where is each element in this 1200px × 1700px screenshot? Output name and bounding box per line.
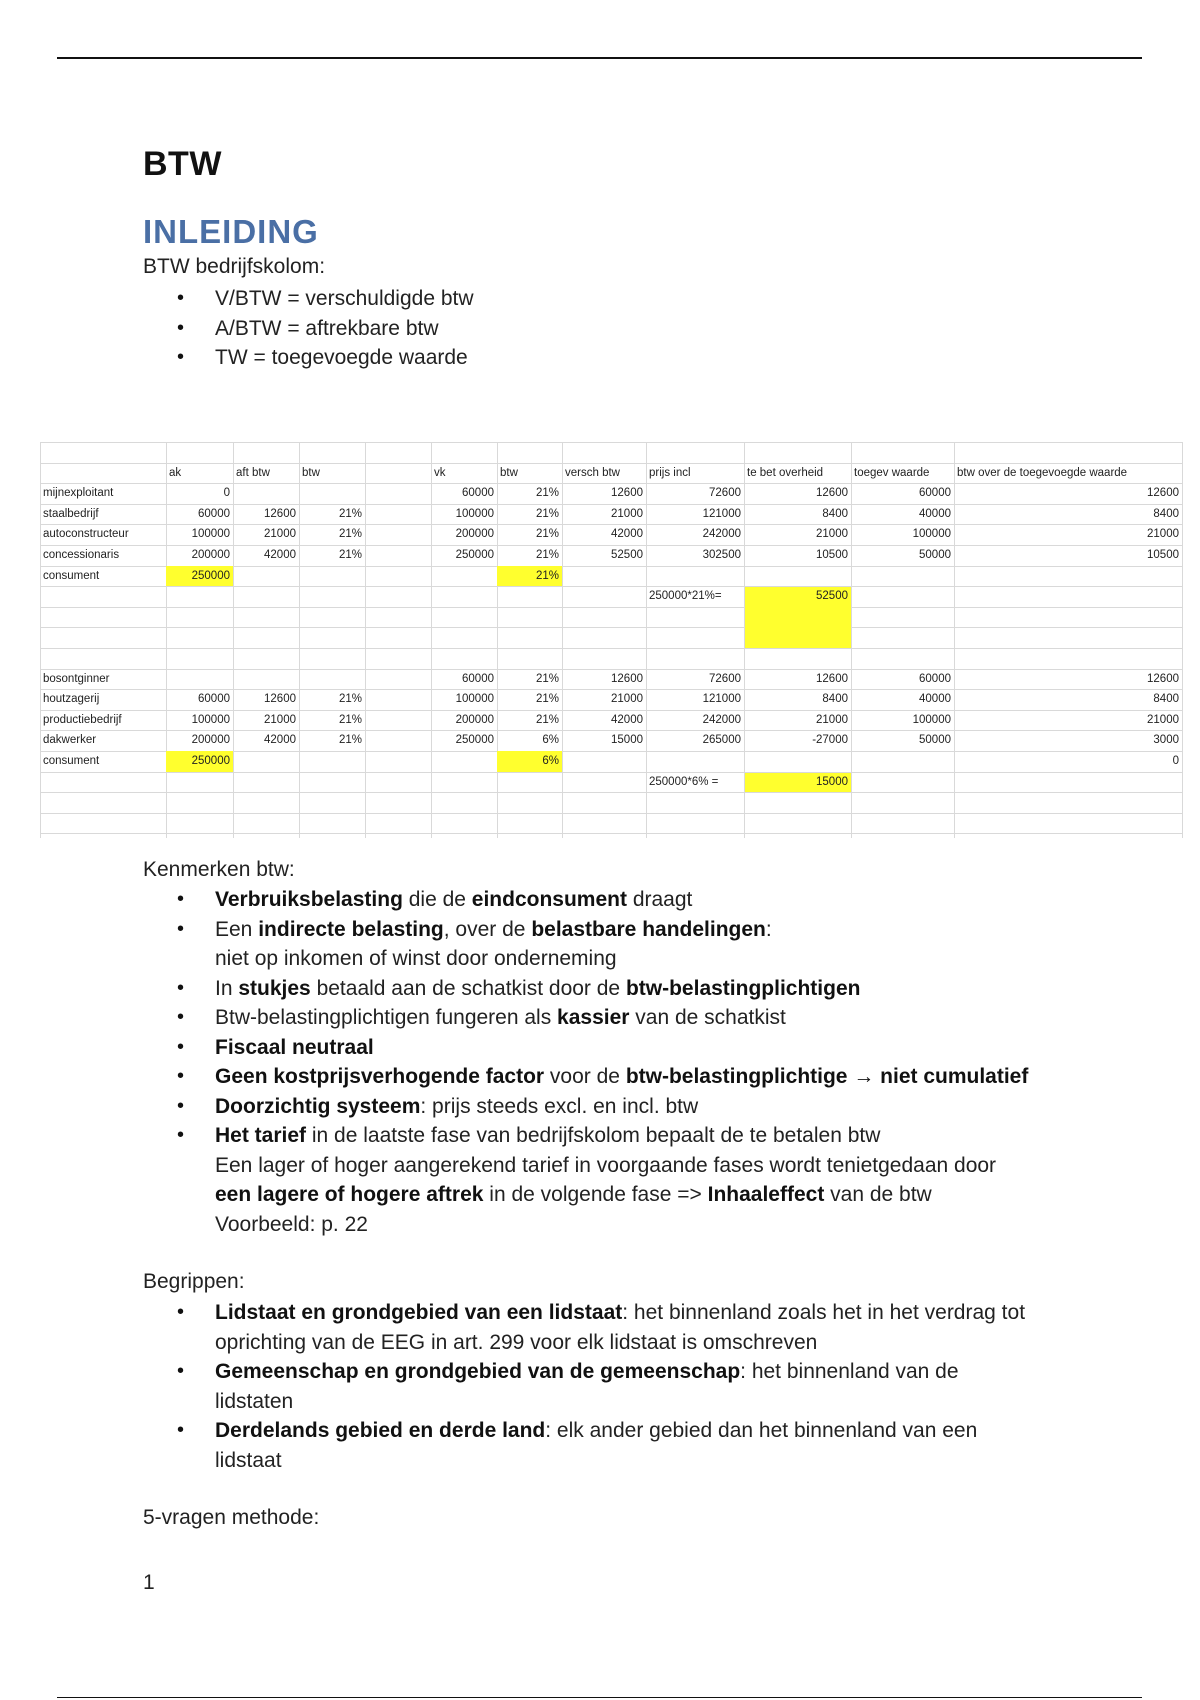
top-rule bbox=[57, 57, 1142, 59]
table-cell: 21% bbox=[535, 693, 559, 706]
vragen-label: 5-vragen methode: bbox=[143, 1506, 320, 1529]
column-header: ak bbox=[169, 466, 182, 479]
table-cell: 21% bbox=[497, 566, 562, 587]
table-cell: 10500 bbox=[816, 549, 848, 561]
table-cell: 0 bbox=[1172, 755, 1179, 767]
table-cell: 21% bbox=[338, 693, 362, 706]
intro-label: BTW bedrijfskolom: bbox=[143, 255, 326, 278]
column-header: te bet overheid bbox=[747, 466, 824, 479]
table-cell: -27000 bbox=[812, 734, 848, 747]
grid-line bbox=[1182, 442, 1183, 838]
grid-line bbox=[40, 792, 1182, 793]
table-cell: 60000 bbox=[198, 693, 230, 706]
column-header: toegev waarde bbox=[854, 466, 930, 479]
grid-line bbox=[299, 442, 300, 838]
grid-line bbox=[40, 627, 1182, 628]
table-cell: 42000 bbox=[611, 713, 643, 726]
table-cell: 100000 bbox=[455, 693, 494, 706]
table-cell: 200000 bbox=[455, 528, 494, 541]
table-cell: 200000 bbox=[191, 734, 230, 747]
table-cell: 100000 bbox=[191, 528, 230, 541]
list-item: • TW = toegevoegde waarde bbox=[143, 343, 1103, 373]
table-cell: 21% bbox=[535, 672, 559, 685]
list-item-continuation: lidstaat bbox=[215, 1448, 282, 1472]
table-cell: 21000 bbox=[1147, 713, 1179, 726]
list-item-continuation: Een lager of hoger aangerekend tarief in voorgaande fases wordt tenietgedaan door bbox=[215, 1153, 997, 1177]
table-cell: 121000 bbox=[702, 507, 741, 520]
table-cell: 12600 bbox=[1147, 487, 1179, 500]
table-cell: 100000 bbox=[912, 528, 951, 541]
table-cell: 60000 bbox=[919, 672, 951, 685]
table-cell: 21% bbox=[338, 734, 362, 747]
table-cell: 60000 bbox=[919, 487, 951, 500]
table-cell: 40000 bbox=[919, 507, 951, 520]
list-item-continuation: niet op inkomen of winst door onderneming bbox=[215, 947, 617, 970]
table-cell: 8400 bbox=[822, 507, 848, 520]
table-cell: 12600 bbox=[611, 672, 643, 685]
table-cell: 60000 bbox=[198, 507, 230, 520]
table-cell: 12600 bbox=[611, 487, 643, 500]
table-cell: 21% bbox=[338, 507, 362, 520]
table-cell: 242000 bbox=[702, 528, 741, 541]
table-cell: 52500 bbox=[611, 549, 643, 561]
list-item: • Verbruiksbelasting die de eindconsument draagt bbox=[143, 885, 1103, 915]
row-label: dakwerker bbox=[43, 734, 97, 747]
table-cell: 40000 bbox=[919, 693, 951, 706]
table-cell: 8400 bbox=[822, 693, 848, 706]
list-item-continuation: lidstaten bbox=[215, 1389, 294, 1413]
row-label: staalbedrijf bbox=[43, 507, 99, 520]
table-cell: 21% bbox=[338, 549, 362, 561]
row-label: consument bbox=[43, 569, 100, 582]
column-header: btw bbox=[302, 466, 320, 479]
list-item: • Geen kostprijsverhogende factor voor de btw-belastingplichtige → niet cumulatief bbox=[143, 1062, 1103, 1092]
table-cell: 121000 bbox=[702, 693, 741, 706]
table-cell: 6% bbox=[542, 734, 559, 747]
table-cell: 21% bbox=[338, 528, 362, 541]
table-cell: 21000 bbox=[264, 713, 296, 726]
table-cell: 10500 bbox=[1147, 549, 1179, 561]
page-number: 1 bbox=[143, 1571, 155, 1594]
table-cell: 21% bbox=[338, 713, 362, 726]
column-header: vk bbox=[434, 466, 446, 479]
table-cell: 12600 bbox=[264, 507, 296, 520]
list-item-continuation: oprichting van de EEG in art. 299 voor elk lidstaat is omschreven bbox=[215, 1330, 818, 1354]
list-item: • Fiscaal neutraal bbox=[143, 1033, 1103, 1063]
column-header: aft btw bbox=[236, 466, 270, 479]
table-cell: 8400 bbox=[1153, 693, 1179, 706]
begrippen-label: Begrippen: bbox=[143, 1270, 245, 1293]
table-cell: 0 bbox=[223, 487, 230, 500]
list-item: • Een indirecte belasting, over de belastbare handelingen: bbox=[143, 915, 1103, 945]
row-label: autoconstructeur bbox=[43, 528, 129, 541]
table-cell: 200000 bbox=[191, 549, 230, 561]
grid-line bbox=[365, 442, 366, 838]
table-cell: 21% bbox=[535, 528, 559, 541]
grid-line bbox=[40, 607, 1182, 608]
list-item: • Gemeenschap en grondgebied van de gemeenschap: het binnenland van de bbox=[143, 1357, 1103, 1387]
column-header: btw over de toegevoegde waarde bbox=[957, 466, 1128, 479]
table-cell: 50000 bbox=[919, 549, 951, 561]
row-label: concessionaris bbox=[43, 549, 120, 561]
begrippen-list bbox=[143, 1298, 1103, 1475]
list-item: • V/BTW = verschuldigde btw bbox=[143, 284, 1103, 314]
row-label: houtzagerij bbox=[43, 693, 100, 706]
table-cell: 8400 bbox=[1153, 507, 1179, 520]
list-item: • Btw-belastingplichtigen fungeren als kassier van de schatkist bbox=[143, 1003, 1103, 1033]
result-cell: 15000 bbox=[816, 775, 848, 788]
grid-line bbox=[40, 648, 1182, 649]
table-cell: 21000 bbox=[264, 528, 296, 541]
row-label: productiebedrijf bbox=[43, 713, 122, 726]
table-cell: 265000 bbox=[702, 734, 741, 747]
btw-spreadsheet bbox=[40, 442, 1182, 838]
table-cell: 242000 bbox=[702, 713, 741, 726]
list-item: • A/BTW = aftrekbare btw bbox=[143, 314, 1103, 344]
table-cell: 21000 bbox=[611, 693, 643, 706]
row-label: mijnexploitant bbox=[43, 487, 114, 500]
table-cell: 42000 bbox=[264, 549, 296, 561]
section-heading: INLEIDING bbox=[143, 213, 319, 250]
table-cell: 100000 bbox=[191, 713, 230, 726]
table-cell: 100000 bbox=[912, 713, 951, 726]
list-item: • Lidstaat en grondgebied van een lidstaat: het binnenland zoals het in het verdrag tot bbox=[143, 1298, 1103, 1328]
column-header: versch btw bbox=[565, 466, 620, 479]
table-cell: 60000 bbox=[462, 487, 494, 500]
table-cell: 250000 bbox=[166, 751, 233, 772]
table-cell: 100000 bbox=[455, 507, 494, 520]
grid-line bbox=[40, 772, 1182, 773]
table-cell: 250000 bbox=[455, 734, 494, 747]
table-cell: 302500 bbox=[702, 549, 741, 561]
list-item: • Derdelands gebied en derde land: elk ander gebied dan het binnenland van een bbox=[143, 1416, 1103, 1446]
row-label: bosontginner bbox=[43, 672, 110, 685]
list-item-continuation: een lagere of hogere aftrek in de volgende fase => Inhaaleffect van de btw bbox=[215, 1183, 932, 1206]
table-cell: 21% bbox=[535, 487, 559, 500]
table-cell: 12600 bbox=[1147, 672, 1179, 685]
table-cell: 42000 bbox=[264, 734, 296, 747]
table-cell: 12600 bbox=[264, 693, 296, 706]
table-cell: 250000 bbox=[166, 566, 233, 587]
table-cell: 21% bbox=[535, 549, 559, 561]
formula-cell: 250000*6% = bbox=[649, 775, 719, 788]
intro-list bbox=[143, 284, 1103, 373]
grid-line bbox=[40, 442, 1182, 443]
table-cell: 6% bbox=[497, 751, 562, 772]
list-item: • In stukjes betaald aan de schatkist door de btw-belastingplichtigen bbox=[143, 974, 1103, 1004]
grid-line bbox=[40, 813, 1182, 814]
table-cell: 72600 bbox=[709, 487, 741, 500]
table-cell: 200000 bbox=[455, 713, 494, 726]
grid-line bbox=[40, 833, 1182, 834]
table-cell: 15000 bbox=[611, 734, 643, 747]
list-item-continuation: Voorbeeld: p. 22 bbox=[215, 1212, 368, 1236]
table-cell: 12600 bbox=[816, 487, 848, 500]
table-cell: 21% bbox=[535, 713, 559, 726]
page-title: BTW bbox=[143, 145, 222, 183]
table-cell: 50000 bbox=[919, 734, 951, 747]
column-header: btw bbox=[500, 466, 518, 479]
table-cell: 60000 bbox=[462, 672, 494, 685]
result-cell: 52500 bbox=[816, 590, 848, 603]
table-cell: 72600 bbox=[709, 672, 741, 685]
row-label: consument bbox=[43, 755, 100, 767]
list-item: • Het tarief in de laatste fase van bedrijfskolom bepaalt de te betalen btw bbox=[143, 1121, 1103, 1151]
table-cell: 21000 bbox=[816, 528, 848, 541]
kenmerken-label: Kenmerken btw: bbox=[143, 858, 295, 881]
formula-cell: 250000*21%= bbox=[649, 590, 722, 603]
grid-line bbox=[233, 442, 234, 838]
list-item: • Doorzichtig systeem: prijs steeds excl. en incl. btw bbox=[143, 1092, 1103, 1122]
table-cell: 21% bbox=[535, 507, 559, 520]
bottom-rule bbox=[57, 1697, 1142, 1698]
table-cell: 42000 bbox=[611, 528, 643, 541]
column-header: prijs incl bbox=[649, 466, 691, 479]
table-cell: 12600 bbox=[816, 672, 848, 685]
table-cell: 21000 bbox=[816, 713, 848, 726]
table-cell: 21000 bbox=[611, 507, 643, 520]
table-cell: 3000 bbox=[1153, 734, 1179, 747]
grid-line bbox=[40, 586, 1182, 587]
table-cell: 250000 bbox=[455, 549, 494, 561]
kenmerken-list bbox=[143, 885, 1103, 1239]
table-cell: 21000 bbox=[1147, 528, 1179, 541]
